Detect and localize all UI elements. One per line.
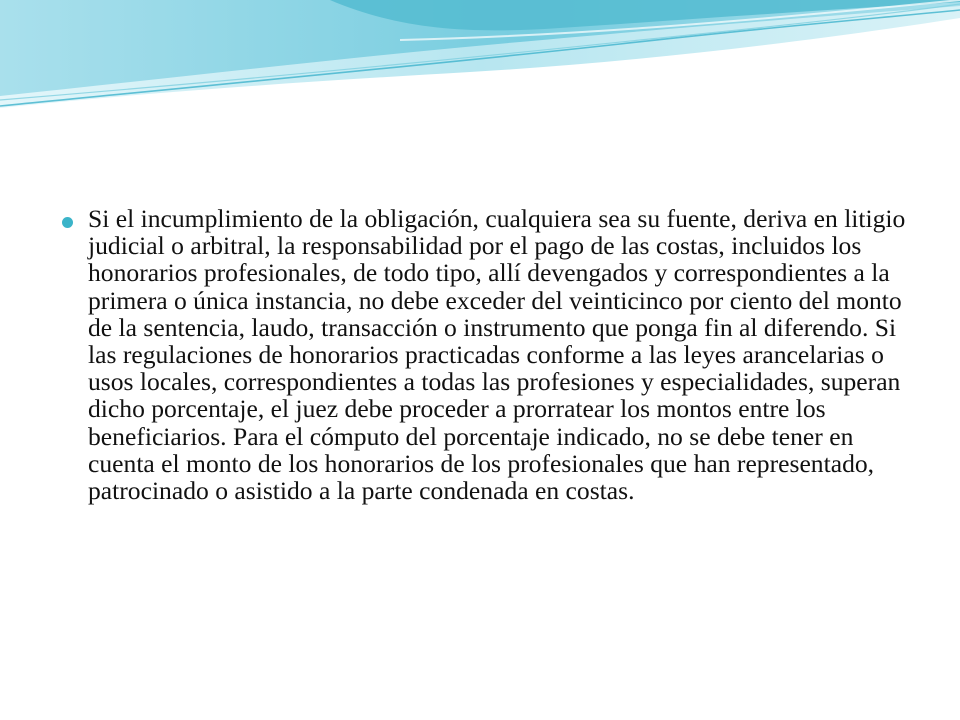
header-wave-decoration	[0, 0, 960, 140]
bullet-item	[62, 205, 912, 504]
bullet-dot-icon	[62, 217, 73, 228]
bullet-text: Si el incumplimiento de la obligación, cualquiera sea su fuente, deriva en litigio judicial o arbitral, la responsabilidad por el pago de las costas, incluidos los honorarios profesionales, de todo tipo, allí devengados y correspondientes a la primera o única instancia, no debe exceder del veinticinco por ciento del monto de la sentencia, laudo, transacción o instrumento que ponga fin al diferendo. Si las regulaciones de honorarios practicadas conforme a las leyes arancelarias o usos locales, correspondientes a todas las profesiones y especialidades, superan dicho porcentaje, el juez debe proceder a prorratear los montos entre los beneficiarios. Para el cómputo del porcentaje indicado, no se debe tener en cuenta el monto de los honorarios de los profesionales que han representado, patrocinado o asistido a la parte condenada en costas.	[88, 204, 906, 506]
slide-content	[62, 205, 912, 504]
